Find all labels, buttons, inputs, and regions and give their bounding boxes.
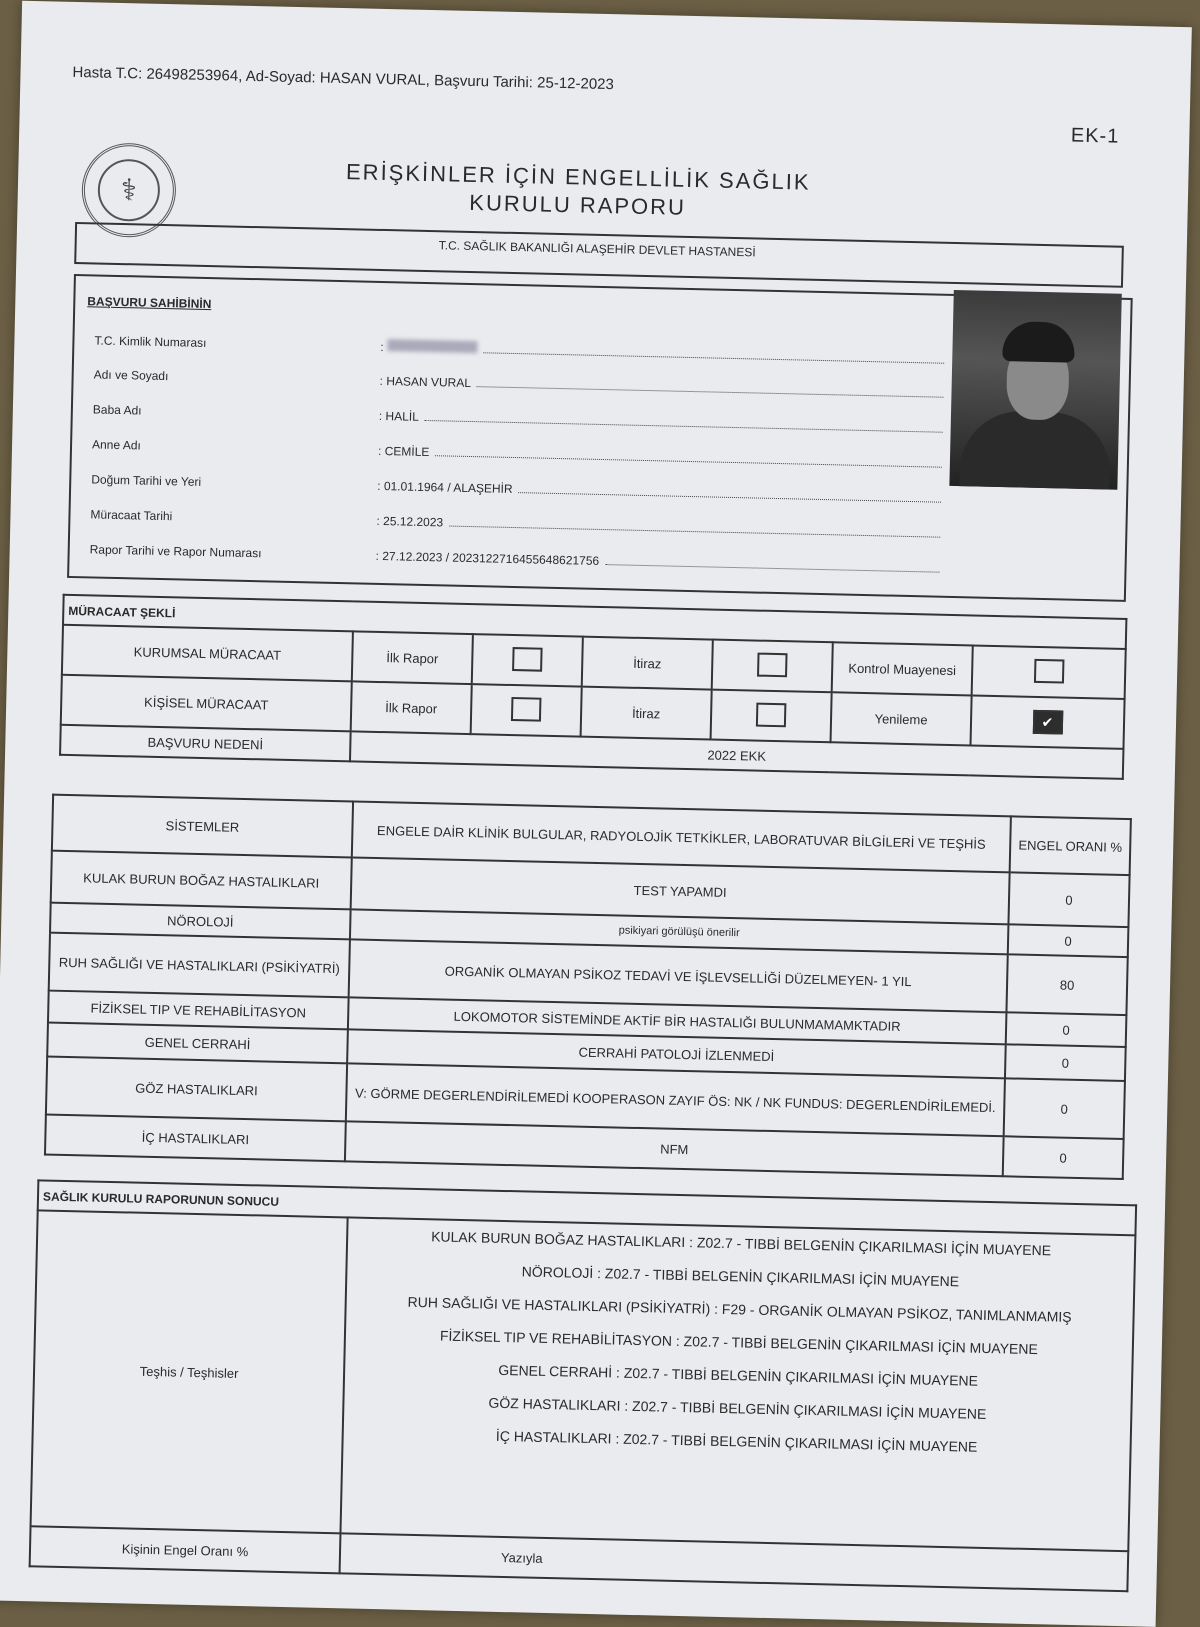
diagnosis-item: NÖROLOJİ : Z02.7 - TIBBİ BELGENİN ÇIKARILMASI İÇİN MUAYENE (521, 1263, 960, 1290)
rate-label: Kişinin Engel Oranı % (30, 1526, 341, 1573)
system-rate: 0 (1004, 1078, 1125, 1139)
field-value-redacted: : (366, 339, 477, 357)
system-finding: CERRAHİ PATOLOJİ İZLENMEDİ (347, 1029, 1006, 1078)
system-rate: 0 (1005, 1044, 1126, 1081)
written-label: Yazıyla (340, 1533, 1129, 1591)
redacted-block (387, 339, 477, 353)
option-label: İlk Rapor (351, 681, 472, 734)
system-finding: V: GÖRME DEGERLENDİRİLEMEDİ KOOPERASON ZAYIF ÖS: NK / NK FUNDUS: DEGERLENDİRİLEMEDİ. (346, 1063, 1005, 1136)
application-type-label: KURUMSAL MÜRACAAT (62, 625, 353, 682)
option-label: Yenileme (831, 692, 972, 745)
system-rate: 0 (1003, 1136, 1124, 1179)
checkbox-checked[interactable]: ✔ (1032, 710, 1063, 735)
field-label: T.C. Kimlik Numarası (94, 333, 207, 350)
system-name: RUH SAĞLIĞI VE HASTALIKLARI (PSİKİYATRİ) (49, 933, 350, 998)
applicant-fields (89, 332, 944, 596)
applicant-section-title: BAŞVURU SAHİBİNİN (87, 294, 212, 312)
report-title (317, 157, 838, 225)
checkbox[interactable] (511, 697, 542, 722)
diagnosis-item: İÇ HASTALIKLARI : Z02.7 - TIBBİ BELGENİN ÇIKARILMASI İÇİN MUAYENE (495, 1427, 978, 1455)
diagnosis-item: RUH SAĞLIĞI VE HASTALIKLARI (PSİKİYATRİ) : F29 - ORGANİK OLMAYAN PSİKOZ, TANIMLANMAMIŞ (407, 1293, 1072, 1325)
diagnosis-item: FİZİKSEL TIP VE REHABİLİTASYON : Z02.7 - TIBBİ BELGENİN ÇIKARILMASI İÇİN MUAYENE (439, 1327, 1039, 1358)
option-label: İtiraz (581, 687, 712, 740)
system-rate: 0 (1008, 872, 1129, 927)
patient-header-line: Hasta T.C: 26498253964, Ad-Soyad: HASAN VURAL, Başvuru Tarihi: 25-12-2023 (72, 63, 615, 94)
system-finding: NFM (345, 1121, 1004, 1176)
system-finding: psikiyari görülüşü önerilir (350, 909, 1009, 954)
checkbox[interactable] (757, 652, 788, 677)
field-value: : 01.01.1964 / ALAŞEHİR (377, 478, 513, 496)
field-value: : CEMİLE (377, 443, 430, 460)
system-name: GÖZ HASTALIKLARI (46, 1057, 347, 1122)
option-label: İlk Rapor (352, 631, 473, 684)
result-table (29, 1179, 1138, 1592)
hospital-name: T.C. SAĞLIK BAKANLIĞI ALAŞEHİR DEVLET HASTANESİ (438, 238, 756, 260)
field-label: Adı ve Soyadı (93, 367, 169, 384)
field-label: Anne Adı (91, 437, 141, 453)
applicant-photo (949, 290, 1121, 490)
application-table (59, 594, 1127, 780)
field-label: Rapor Tarihi ve Rapor Numarası (89, 542, 262, 561)
system-name: GENEL CERRAHİ (47, 1023, 348, 1064)
table-row (31, 1210, 1136, 1551)
reason-label: BAŞVURU NEDENİ (60, 725, 351, 762)
field-label: Müracaat Tarihi (90, 507, 173, 524)
field-value: : HALİL (378, 408, 420, 424)
checkbox[interactable] (512, 647, 543, 672)
option-label: Kontrol Muayenesi (832, 642, 973, 695)
annex-label: EK-1 (1070, 124, 1120, 148)
diagnosis-list (340, 1217, 1135, 1551)
diagnosis-item: GENEL CERRAHİ : Z02.7 - TIBBİ BELGENİN ÇIKARILMASI İÇİN MUAYENE (498, 1361, 979, 1389)
field-value: : HASAN VURAL (379, 373, 472, 391)
diagnosis-item: GÖZ HASTALIKLARI : Z02.7 - TIBBİ BELGENİN ÇIKARILMASI İÇİN MUAYENE (488, 1394, 987, 1422)
system-name: NÖROLOJİ (50, 903, 351, 940)
report-title-line2: KURULU RAPORU (469, 189, 687, 220)
field-label: Doğum Tarihi ve Yeri (91, 472, 202, 489)
system-finding: ORGANİK OLMAYAN PSİKOZ TEDAVİ VE İŞLEVSELLİĞİ DÜZELMEYEN- 1 YIL (349, 939, 1008, 1012)
system-rate: 0 (1006, 1012, 1127, 1047)
result-section-title: SAĞLIK KURULU RAPORUNUN SONUCU (42, 1189, 280, 1209)
column-header: ENGELE DAİR KLİNİK BULGULAR, RADYOLOJİK TETKİKLER, LABORATUVAR BİLGİLERİ VE TEŞHİS (352, 801, 1011, 872)
field-label: Baba Adı (92, 402, 142, 418)
application-section-title: MÜRACAAT ŞEKLİ (68, 603, 176, 620)
application-type-label: KİŞİSEL MÜRACAAT (61, 675, 352, 732)
column-header: ENGEL ORANI % (1010, 816, 1131, 875)
system-finding: LOKOMOTOR SİSTEMİNDE AKTİF BİR HASTALIĞI BULUNMAMAMKTADIR (348, 997, 1007, 1044)
reason-value: 2022 EKK (350, 731, 1123, 779)
diagnosis-label: Teşhis / Teşhisler (31, 1210, 348, 1533)
report-paper (0, 1, 1192, 1627)
column-header: SİSTEMLER (52, 795, 353, 858)
diagnosis-item: KULAK BURUN BOĞAZ HASTALIKLARI : Z02.7 - TIBBİ BELGENİN ÇIKARILMASI İÇİN MUAYENE (431, 1228, 1052, 1259)
system-finding: TEST YAPAMDI (351, 857, 1010, 924)
checkbox[interactable] (756, 702, 787, 727)
option-label: İtiraz (582, 637, 713, 690)
system-name: KULAK BURUN BOĞAZ HASTALIKLARI (51, 851, 352, 910)
checkbox[interactable] (1033, 658, 1064, 683)
system-rate: 0 (1008, 924, 1129, 957)
field-value: : 25.12.2023 (376, 513, 444, 530)
system-name: İÇ HASTALIKLARI (45, 1115, 346, 1162)
systems-table (44, 794, 1132, 1180)
system-rate: 80 (1006, 954, 1127, 1015)
system-name: FİZİKSEL TIP VE REHABİLİTASYON (48, 991, 349, 1030)
caduceus-icon: ⚕ (97, 159, 160, 222)
report-title-line1: ERİŞKİNLER İÇİN ENGELLİLİK SAĞLIK (345, 159, 811, 195)
field-value: : 27.12.2023 / 2023122716455648621756 (375, 548, 600, 568)
